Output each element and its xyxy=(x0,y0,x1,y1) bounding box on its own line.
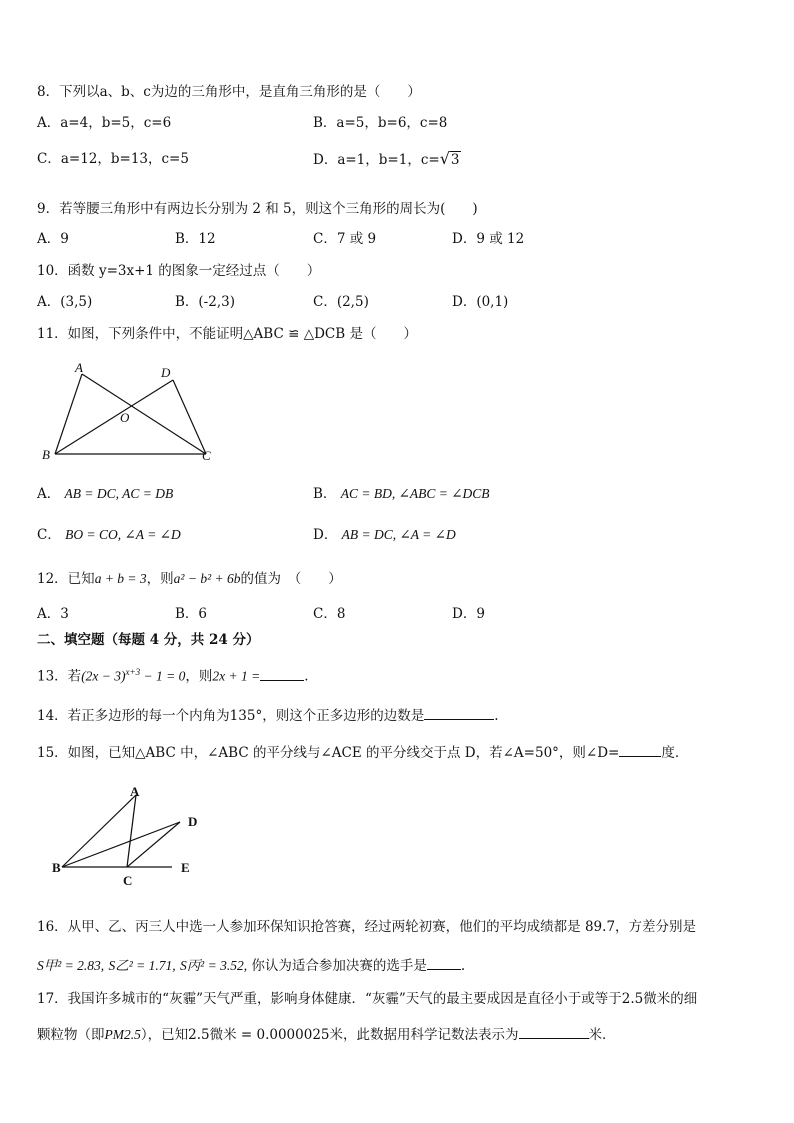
q16-line2 xyxy=(37,955,465,975)
q13-exponent: x+3 xyxy=(125,667,141,677)
segment-ba xyxy=(62,795,136,867)
q16-variance-jia: S甲² = 2.83, xyxy=(37,958,105,973)
q13-prefix: 13．若 xyxy=(37,668,82,685)
q13-end: . xyxy=(304,668,309,685)
q13-expression: 2x + 1 = xyxy=(212,668,261,684)
q11-option-a xyxy=(37,485,173,503)
label-a: A xyxy=(130,784,140,799)
q13-stem xyxy=(37,663,308,686)
q12-mid: ，则 xyxy=(146,571,174,587)
q13-equation: − 1 = 0 xyxy=(140,668,186,684)
q11-option-b xyxy=(313,485,490,503)
q15-answer-blank[interactable] xyxy=(619,742,661,757)
q11-option-a-text: AB = DC, AC = DB xyxy=(64,486,174,501)
q17-answer-blank[interactable] xyxy=(519,1024,589,1039)
q14-end: . xyxy=(494,708,499,724)
segment-ac xyxy=(82,374,206,454)
q10-stem: 10．函数 y=3x+1 的图象一定经过点（ ） xyxy=(37,263,321,279)
section-heading: 二、填空题（每题 4 分，共 24 分） xyxy=(37,632,260,648)
label-b: B xyxy=(42,447,50,462)
label-c: C xyxy=(202,448,211,463)
q9-stem: 9．若等腰三角形中有两边长分别为 2 和 5，则这个三角形的周长为( ) xyxy=(37,201,478,217)
q16-variance-bing: S丙² = 3.52, xyxy=(179,958,248,973)
q9-option-b: B．12 xyxy=(175,231,216,247)
q8-option-a: A．a=4，b=5，c=6 xyxy=(37,115,172,131)
label-a: A xyxy=(75,360,83,375)
q12-expression: a² − b² + 6b xyxy=(173,571,241,586)
q11-option-d-text: AB = DC, ∠A = ∠D xyxy=(341,527,456,542)
q17-line1: 17．我国许多城市的“灰霾”天气严重，影响身体健康．“灰霾”天气的最主要成因是直径小于或等于2.5微米的细 xyxy=(37,991,698,1007)
q8-option-b: B．a=5，b=6，c=8 xyxy=(313,115,448,131)
q10-option-b: B．(-2,3) xyxy=(175,294,235,310)
q15-text: 15．如图，已知△ABC 中，∠ABC 的平分线与∠ACE 的平分线交于点 D，若∠A=50°，则∠D= xyxy=(37,745,620,761)
q15-stem xyxy=(37,742,688,762)
q12-suffix: 的值为 （ ） xyxy=(240,571,342,587)
segment-ab xyxy=(55,374,82,454)
q12-condition: a + b = 3 xyxy=(94,571,147,586)
q13-base: (2x − 3) xyxy=(81,668,126,684)
q14-stem xyxy=(37,705,499,725)
q12-option-d: D．9 xyxy=(452,606,485,622)
q13-mid: ，则 xyxy=(185,668,213,685)
label-d: D xyxy=(161,365,171,380)
q11-option-c xyxy=(37,526,181,544)
q8-option-d xyxy=(313,150,461,169)
q14-text: 14．若正多边形的每一个内角为135°，则这个正多边形的边数是 xyxy=(37,708,425,724)
q9-option-d: D．9 或 12 xyxy=(452,231,525,247)
q12-stem xyxy=(37,570,342,588)
q9-option-a: A．9 xyxy=(37,231,69,247)
q17-line2 xyxy=(37,1024,616,1044)
q13-answer-blank[interactable] xyxy=(260,666,304,681)
q10-option-d: D．(0,1) xyxy=(452,294,509,310)
q11-option-b-label: B． xyxy=(313,486,337,502)
q12-option-a: A．3 xyxy=(37,606,69,622)
sqrt-sign: √ xyxy=(439,149,450,168)
label-e: E xyxy=(181,860,190,875)
segment-bd xyxy=(62,822,180,867)
q11-option-a-label: A． xyxy=(37,486,61,502)
q16-end: . xyxy=(460,958,466,974)
label-b: B xyxy=(52,860,61,875)
q8-stem: 8．下列以a、b、c为边的三角形中，是直角三角形的是（ ） xyxy=(37,84,421,100)
q8-option-d-prefix: D．a=1，b=1，c= xyxy=(313,152,440,168)
segment-cd xyxy=(127,822,180,867)
segment-bd xyxy=(55,380,173,454)
q9-option-c: C．7 或 9 xyxy=(313,231,377,247)
q17-text-a: 颗粒物（即 xyxy=(37,1027,105,1043)
q11-option-c-label: C． xyxy=(37,527,61,543)
q15-end: 度． xyxy=(661,745,689,761)
q16-line1: 16．从甲、乙、丙三人中选一人参加环保知识抢答赛，经过两轮初赛，他们的平均成绩都是 89.7，方差分别是 xyxy=(37,919,697,935)
q12-option-b: B．6 xyxy=(175,606,208,622)
q11-figure xyxy=(35,358,225,468)
q11-option-b-text: AC = BD, ∠ABC = ∠DCB xyxy=(340,486,490,501)
q12-prefix: 12．已知 xyxy=(37,571,95,587)
q10-option-c: C．(2,5) xyxy=(313,294,369,310)
q12-option-c: C．8 xyxy=(313,606,346,622)
q15-figure xyxy=(48,782,218,892)
q16-variance-yi: S乙² = 1.71, xyxy=(108,958,176,973)
label-c: C xyxy=(123,873,133,888)
q11-option-d-label: D． xyxy=(313,527,338,543)
q8-option-c: C．a=12，b=13，c=5 xyxy=(37,151,189,167)
q14-answer-blank[interactable] xyxy=(424,705,494,720)
q8-option-d-root: 3 xyxy=(450,152,460,168)
q10-option-a: A．(3,5) xyxy=(37,294,93,310)
q11-stem: 11．如图，下列条件中，不能证明△ABC ≌ △DCB 是（ ） xyxy=(37,326,417,342)
label-d: D xyxy=(188,814,198,829)
q17-end: 米． xyxy=(588,1027,616,1043)
q16-answer-blank[interactable] xyxy=(427,955,461,970)
q11-option-c-text: BO = CO, ∠A = ∠D xyxy=(65,527,181,542)
label-o: O xyxy=(120,410,130,425)
segment-ac xyxy=(127,795,136,867)
q17-pm25: PM2.5 xyxy=(104,1027,141,1042)
q17-text-b: ），已知2.5微米 = 0.0000025米，此数据用科学记数法表示为 xyxy=(140,1027,519,1043)
q11-option-d xyxy=(313,526,456,544)
q16-question-text: 你认为适合参加决赛的选手是 xyxy=(251,958,427,974)
